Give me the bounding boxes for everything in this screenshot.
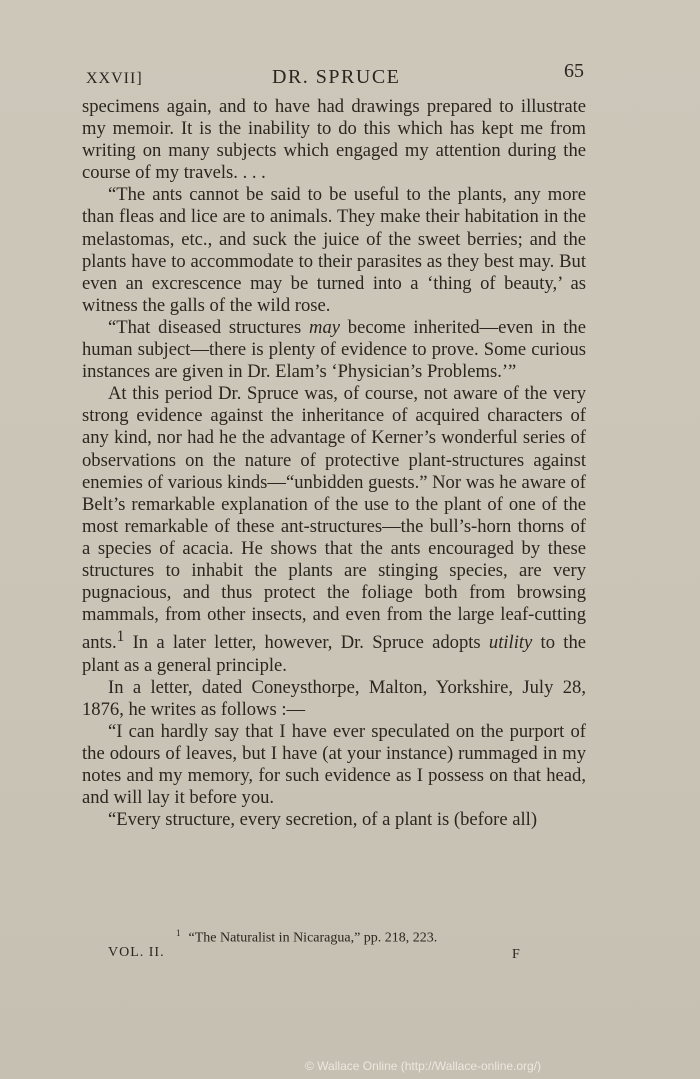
gathering-signature: F [512, 947, 520, 962]
italic-word: may [309, 316, 340, 338]
body-text [82, 96, 586, 831]
paragraph: specimens again, and to have had drawings prepared to illustrate my memoir. It is the inability to do this which has kept me from writing on many subjects which engaged my attention during the course of my travels. . . . [82, 96, 586, 184]
footnote-text: “The Naturalist in Nicaragua,” pp. 218, 223. [188, 930, 438, 946]
copyright-watermark: © Wallace Online (http://Wallace-online.org/) [305, 1059, 542, 1073]
paragraph: At this period Dr. Spruce was, of course, not aware of the very strong evidence against the inheritance of acquired characters of any kind, nor had he the advantage of Kerner’s wonderful series of observations on the nature of protective plant-structures against enemies of various kinds—“unbidden guests.” Nor was he aware of Belt’s remarkable explanation of the use to the plant of one of the most remarkable of these ant-structures—the bull’s-horn thorns of a species of acacia. He shows that the ants encouraged by these structures to inhabit the plants are stinging species, are very pugnacious, and thus protect the foliage both from browsing mammals, from other insects, and even from the large leaf-cutting ants.$^1$ In a later letter, however, Dr. Spruce adopts utility to the plant as a general principle. [82, 383, 586, 676]
running-title: DR. SPRUCE [272, 66, 401, 88]
paragraph: “I can hardly say that I have ever speculated on the purport of the odours of leaves, but I have (at your instance) rummaged in my notes and my memory, for such evidence as I possess on that head, and will lay it before you. [82, 720, 586, 809]
italic-word: utility [488, 632, 533, 654]
paragraph: In a letter, dated Coneysthorpe, Malton, Yorkshire, July 28, 1876, he writes as follows :— [82, 676, 586, 720]
page-number: 65 [564, 60, 584, 82]
paragraph: “Every structure, every secretion, of a plant is (before all) [108, 809, 538, 831]
footnote [176, 928, 437, 947]
running-header [86, 62, 596, 96]
paragraph: “The ants cannot be said to be useful to the plants, any more than fleas and lice are to animals. They make their habitation in the melastomas, etc., and suck the juice of the sweet berries; and the plants have to accommodate to their parasites as they best may. But even an excrescence may be turned into a ‘thing of beauty,’ as witness the galls of the wild rose. [82, 184, 586, 316]
footnote-marker: 1 [176, 928, 181, 938]
chapter-number: XXVII] [86, 70, 143, 87]
paragraph: “That diseased structures may become inherited—even in the human subject—there is plenty of evidence to prove. Some curious instances are given in Dr. Elam’s ‘Physician’s Problems.’” [82, 316, 586, 383]
volume-signature: VOL. II. [108, 945, 165, 960]
footnote-reference[interactable]: 1 [116, 628, 125, 646]
